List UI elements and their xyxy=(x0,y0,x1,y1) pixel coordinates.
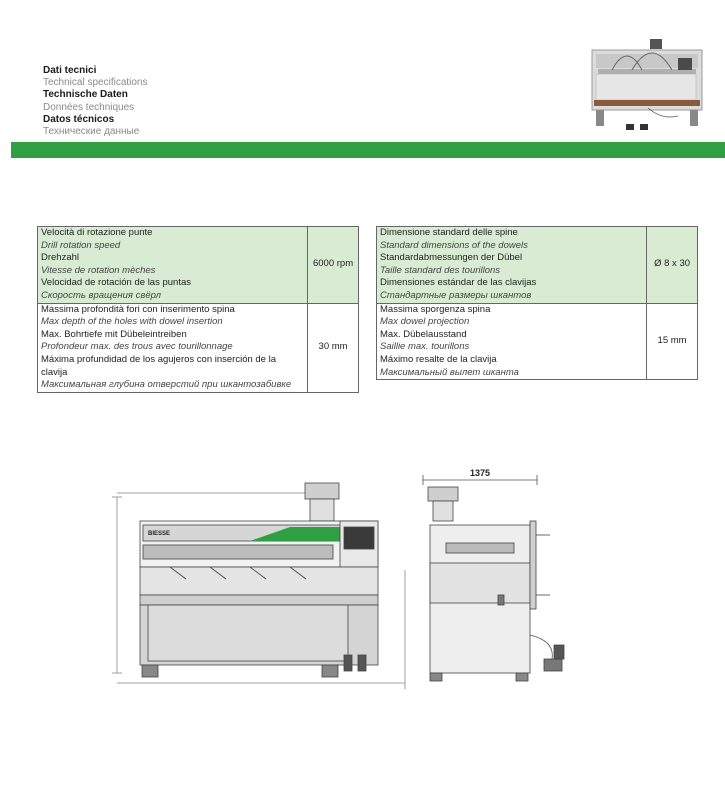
table-row xyxy=(377,227,698,304)
side-view-drawing xyxy=(423,475,564,681)
label-it: Dimensione standard delle spine xyxy=(380,227,518,238)
label-es: Dimensiones estándar de las clavijas xyxy=(380,277,537,289)
label-de: Drehzahl xyxy=(41,252,80,264)
section-divider-bar xyxy=(11,142,725,158)
machine-drawings xyxy=(100,455,570,715)
label-en: Standard dimensions of the dowels xyxy=(380,239,528,251)
spec-value: Ø 8 x 30 xyxy=(647,227,698,304)
side-width-dimension: 1375 xyxy=(469,468,491,478)
label-de: Max. Dübelausstand xyxy=(380,328,467,340)
label-it: Massima profondità fori con inserimento spina xyxy=(41,303,235,315)
technical-data-titles xyxy=(43,65,148,138)
title-it: Dati tecnici xyxy=(43,65,97,76)
spec-label-cell xyxy=(38,227,308,304)
label-fr: Saillie max. tourillons xyxy=(380,341,470,353)
table-row xyxy=(377,303,698,380)
label-ru: Максимальная глубина отверстий при шкантозабивке xyxy=(41,379,292,391)
label-it: Massima sporgenza spina xyxy=(380,303,491,315)
table-row xyxy=(38,303,359,392)
label-fr: Vitesse de rotation mèches xyxy=(41,264,156,276)
title-es: Datos técnicos xyxy=(43,113,115,125)
label-en: Max depth of the holes with dowel insertion xyxy=(41,316,223,328)
machine-photo xyxy=(582,36,712,141)
spec-value: 15 mm xyxy=(647,303,698,380)
spec-label-cell xyxy=(38,303,308,392)
spec-value: 6000 rpm xyxy=(308,227,359,304)
label-es: Velocidad de rotación de las puntas xyxy=(41,277,191,289)
spec-table-right xyxy=(376,226,698,380)
spec-value: 30 mm xyxy=(308,303,359,392)
label-de: Max. Bohrtiefe mit Dübeleintreiben xyxy=(41,328,187,340)
brand-logo: BIESSE xyxy=(148,531,171,537)
spec-label-cell xyxy=(377,227,647,304)
label-it: Velocità di rotazione punte xyxy=(41,227,153,238)
label-en: Max dowel projection xyxy=(380,316,470,328)
label-ru: Скорость вращения свёрл xyxy=(41,289,162,301)
title-de: Technische Daten xyxy=(43,89,128,101)
front-view-drawing xyxy=(112,483,405,689)
table-row xyxy=(38,227,359,304)
label-de: Standardabmessungen der Dübel xyxy=(380,252,523,264)
label-ru: Стандартные размеры шкантов xyxy=(380,289,532,301)
spec-table-left xyxy=(37,226,359,393)
label-en: Drill rotation speed xyxy=(41,239,121,251)
title-en: Technical specifications xyxy=(43,77,148,89)
label-es: Máximo resalte de la clavija xyxy=(380,353,497,365)
label-fr: Taille standard des tourillons xyxy=(380,264,501,276)
label-ru: Максимальный вылет шканта xyxy=(380,366,519,378)
label-fr: Profondeur max. des trous avec tourillonnage xyxy=(41,341,233,353)
label-es: Máxima profundidad de los agujeros con inserción de la clavija xyxy=(41,353,276,378)
title-ru: Технические данные xyxy=(43,126,140,138)
spec-label-cell xyxy=(377,303,647,380)
title-fr: Données techniques xyxy=(43,101,135,113)
